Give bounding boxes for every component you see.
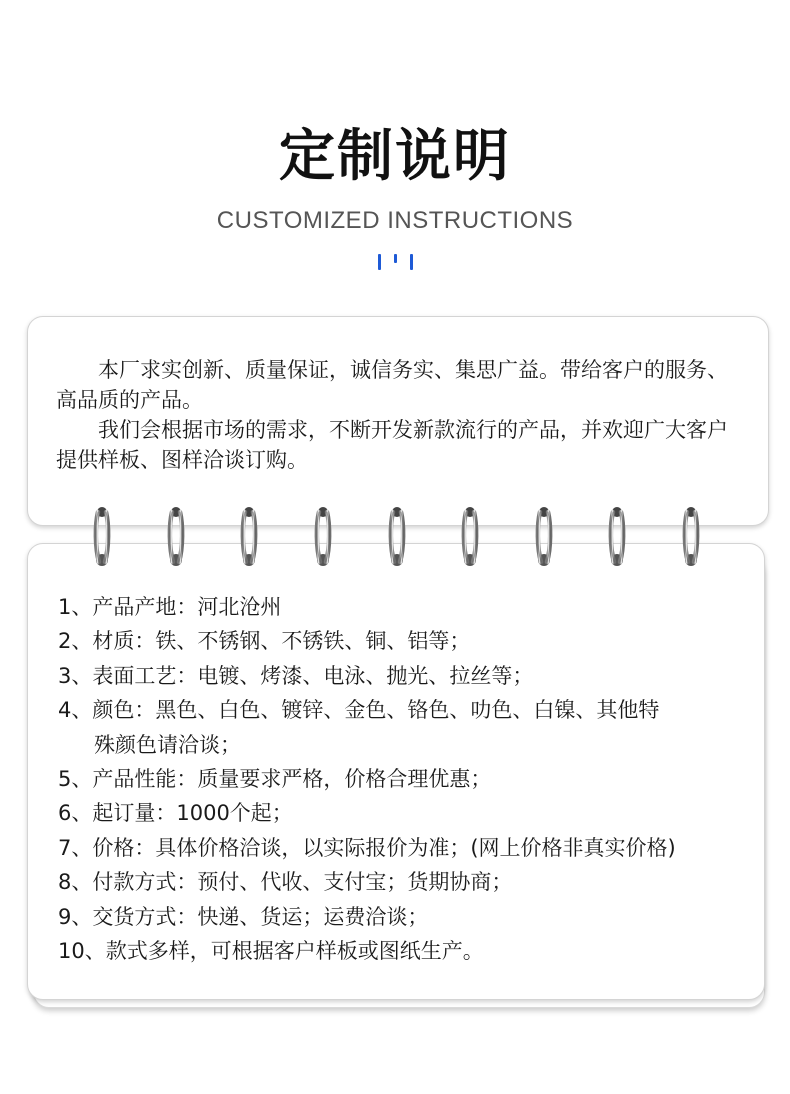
list-item: 10、款式多样，可根据客户样板或图纸生产。 [58,939,484,964]
list-item: 4、颜色：黑色、白色、镀锌、金色、铬色、叻色、白镍、其他特 [58,698,660,723]
list-item: 3、表面工艺：电镀、烤漆、电泳、抛光、拉丝等； [58,663,534,688]
list-item: 5、产品性能：质量要求严格，价格合理优惠； [58,767,492,792]
intro-text [56,355,736,475]
list-item: 6、起订量：1000个起； [58,801,293,826]
ring-icon [387,504,407,574]
ring-icon [681,504,701,574]
accent-marks-icon [376,250,416,274]
ring-icon [166,504,186,574]
list-item: 9、交货方式：快递、货运；运费洽谈； [58,904,429,929]
list-item: 7、价格：具体价格洽谈，以实际报价为准；(网上价格非真实价格) [58,835,676,860]
ring-icon [534,504,554,574]
intro-paragraph: 我们会根据市场的需求，不断开发新款流行的产品，并欢迎广大客户提供样板、图样洽谈订购。 [56,418,728,472]
list-item: 8、付款方式：预付、代收、支付宝；货期协商； [58,870,513,895]
ring-icon [460,504,480,574]
page-title: 定制说明 [279,124,511,189]
ring-icon [607,504,627,574]
details-list [58,590,758,968]
list-item: 2、材质：铁、不锈钢、不锈铁、铜、铝等； [58,629,471,654]
ring-icon [239,504,259,574]
page-subtitle: CUSTOMIZED INSTRUCTIONS [216,207,574,234]
binder-rings [0,500,790,580]
list-item: 殊颜色请洽谈； [94,732,241,757]
ring-icon [313,504,333,574]
intro-paragraph: 本厂求实创新、质量保证，诚信务实、集思广益。带给客户的服务、高品质的产品。 [56,358,728,412]
list-item: 1、产品产地：河北沧州 [58,595,282,619]
ring-icon [92,504,112,574]
